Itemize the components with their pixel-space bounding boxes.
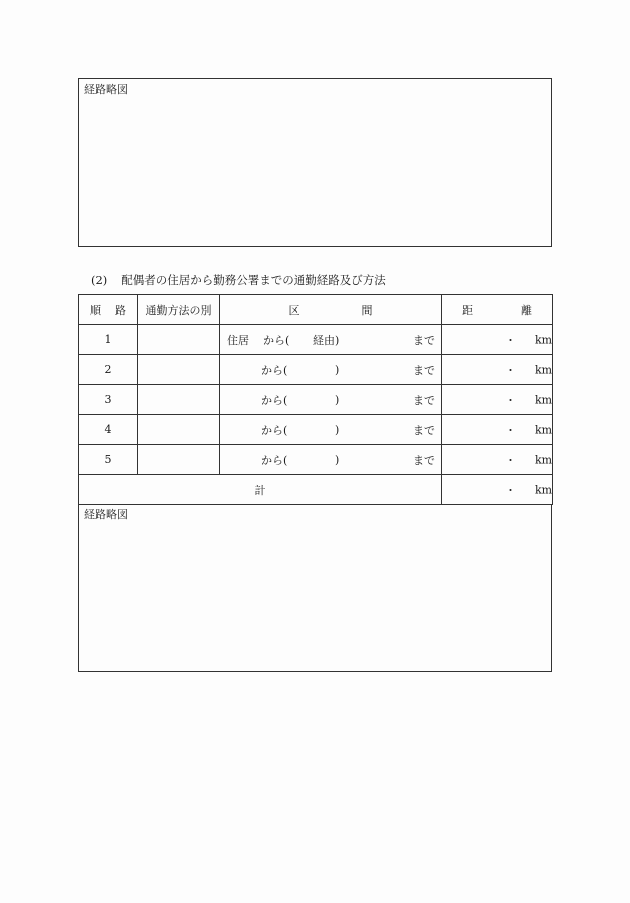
km-unit: km	[535, 423, 553, 436]
decimal-dot: ・	[505, 453, 516, 467]
distance-cell[interactable]	[442, 355, 553, 385]
table-row	[79, 325, 553, 355]
method-cell[interactable]	[138, 385, 220, 415]
total-distance-cell[interactable]	[442, 475, 553, 505]
route-sketch-box-top[interactable]	[78, 78, 552, 247]
row-number: 3	[79, 385, 138, 415]
made-label: まで	[413, 363, 435, 377]
via-label: )	[335, 393, 340, 406]
section-cell[interactable]	[220, 415, 442, 445]
header-section: 区 間	[220, 295, 442, 325]
section-cell[interactable]	[220, 325, 442, 355]
distance-cell[interactable]	[442, 415, 553, 445]
decimal-dot: ・	[505, 483, 516, 497]
kara-label: から(	[261, 423, 288, 437]
section-number: (2)	[91, 273, 108, 287]
via-label: )	[335, 423, 340, 436]
start-label: 住居	[227, 333, 249, 347]
table-row	[79, 445, 553, 475]
section-cell[interactable]	[220, 355, 442, 385]
header-distance: 距 離	[442, 295, 553, 325]
table-header-row	[79, 295, 553, 325]
row-number: 2	[79, 355, 138, 385]
table-row	[79, 355, 553, 385]
made-label: まで	[413, 333, 435, 347]
distance-cell[interactable]	[442, 325, 553, 355]
section-title: 配偶者の住居から勤務公署までの通勤経路及び方法	[121, 273, 386, 287]
kara-label: から(	[263, 333, 290, 347]
row-number: 5	[79, 445, 138, 475]
route-sketch-label-top: 経路略図	[84, 83, 128, 96]
made-label: まで	[413, 423, 435, 437]
total-label: 計	[79, 475, 442, 505]
section-cell[interactable]	[220, 445, 442, 475]
made-label: まで	[413, 453, 435, 467]
via-label: 経由)	[313, 333, 340, 347]
kara-label: から(	[261, 453, 288, 467]
made-label: まで	[413, 393, 435, 407]
kara-label: から(	[261, 363, 288, 377]
decimal-dot: ・	[505, 333, 516, 347]
km-unit: km	[535, 483, 553, 496]
section-heading	[91, 272, 386, 288]
section-cell[interactable]	[220, 385, 442, 415]
route-sketch-box-bottom[interactable]	[78, 504, 552, 672]
kara-label: から(	[261, 393, 288, 407]
total-row	[79, 475, 553, 505]
km-unit: km	[535, 393, 553, 406]
method-cell[interactable]	[138, 445, 220, 475]
method-cell[interactable]	[138, 415, 220, 445]
decimal-dot: ・	[505, 393, 516, 407]
route-sketch-label-bottom: 経路略図	[84, 508, 128, 521]
via-label: )	[335, 453, 340, 466]
row-number: 1	[79, 325, 138, 355]
method-cell[interactable]	[138, 325, 220, 355]
distance-cell[interactable]	[442, 445, 553, 475]
table-row	[79, 415, 553, 445]
header-order: 順 路	[79, 295, 138, 325]
row-number: 4	[79, 415, 138, 445]
commute-route-table	[78, 294, 553, 505]
via-label: )	[335, 363, 340, 376]
header-method: 通勤方法の別	[138, 295, 220, 325]
km-unit: km	[535, 453, 553, 466]
decimal-dot: ・	[505, 363, 516, 377]
distance-cell[interactable]	[442, 385, 553, 415]
km-unit: km	[535, 333, 553, 346]
km-unit: km	[535, 363, 553, 376]
decimal-dot: ・	[505, 423, 516, 437]
table-row	[79, 385, 553, 415]
method-cell[interactable]	[138, 355, 220, 385]
